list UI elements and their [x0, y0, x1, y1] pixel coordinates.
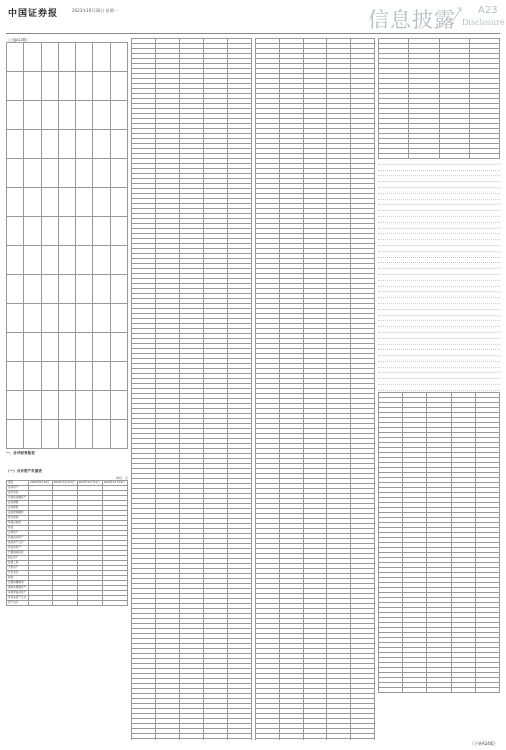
- row-label: 无形资产: [7, 565, 29, 570]
- sub-heading: （一）合并资产负债表: [6, 468, 42, 473]
- table-cell: [77, 600, 102, 605]
- table-cell: [102, 600, 127, 605]
- table-cell: [132, 739, 156, 741]
- table-header: 2020年12月31日: [102, 480, 127, 485]
- table-row: [379, 687, 500, 692]
- table-header: 2023年6月30日: [29, 480, 52, 485]
- row-label: 资产总计: [7, 600, 29, 605]
- row-label: 长期股权投资: [7, 550, 29, 555]
- table-cell: [469, 154, 499, 159]
- table-header: 项目: [7, 480, 29, 485]
- row-label: 存货: [7, 525, 29, 530]
- financial-table: [131, 38, 252, 740]
- section-title: 信息披露: [368, 8, 456, 32]
- paragraph-line: [378, 380, 500, 385]
- masthead: 中国证券报: [8, 9, 59, 19]
- header-rule: [6, 33, 500, 34]
- row-label: 应收账款: [7, 505, 29, 510]
- issuer-table: [6, 42, 128, 449]
- row-label: 长期待摊费用: [7, 580, 29, 585]
- paragraph-line: [378, 230, 500, 235]
- paragraph-line: [378, 195, 500, 200]
- row-label: 货币资金: [7, 490, 29, 495]
- paragraph-line: [378, 206, 500, 211]
- paragraph-line: [378, 276, 500, 281]
- table-cell: [303, 739, 327, 741]
- row-label: 应收款项融资: [7, 510, 29, 515]
- paragraph-line: [378, 201, 500, 206]
- paragraph-line: [378, 172, 500, 177]
- table-cell: [156, 739, 180, 741]
- column-1: [6, 38, 128, 740]
- table-cell: [475, 687, 499, 692]
- table-cell: [427, 687, 451, 692]
- column-4: [378, 38, 500, 740]
- table-row: [256, 739, 375, 741]
- balance-sheet-table: [6, 480, 128, 606]
- paragraph-line: [378, 212, 500, 217]
- table-cell: [409, 154, 439, 159]
- paragraph-line: [378, 247, 500, 252]
- paragraph: [6, 458, 128, 462]
- paragraph-line: [378, 218, 500, 223]
- paragraph-line: [378, 363, 500, 368]
- paragraph-line: [378, 264, 500, 269]
- paragraph-line: [378, 259, 500, 264]
- table-header: 2021年12月31日: [77, 480, 102, 485]
- financial-table: [378, 38, 500, 159]
- paragraph-line: [378, 224, 500, 229]
- table-cell: [451, 687, 475, 692]
- paragraph-line: [378, 357, 500, 362]
- paragraph-line: [378, 328, 500, 333]
- paragraph-line: [378, 270, 500, 275]
- paragraph-line: [378, 253, 500, 258]
- paragraph: [6, 463, 128, 467]
- row-label: 预付款项: [7, 515, 29, 520]
- table-cell: [379, 687, 403, 692]
- paragraph-line: [378, 293, 500, 298]
- paragraph-line: [378, 183, 500, 188]
- table-cell: [180, 739, 204, 741]
- paragraph-line: [378, 166, 500, 171]
- page-header: [0, 0, 506, 36]
- paragraph-line: [378, 340, 500, 345]
- body-text: [378, 160, 500, 391]
- paragraph-line: [378, 346, 500, 351]
- paragraph-line: [378, 351, 500, 356]
- row-label: 固定资产: [7, 555, 29, 560]
- continued-caption: （上接A22版）: [6, 38, 30, 42]
- table-cell: [327, 739, 351, 741]
- table-cell: [204, 739, 228, 741]
- row-label: 其他应收款: [7, 520, 29, 525]
- row-label: 合同资产: [7, 530, 29, 535]
- column-2: [131, 38, 252, 740]
- paragraph-line: [378, 235, 500, 240]
- paragraph-line: [378, 374, 500, 379]
- table-row: [7, 600, 128, 605]
- paragraph-line: [378, 160, 500, 165]
- unit-label: 单位：元: [115, 475, 128, 480]
- row-label: 商誉: [7, 575, 29, 580]
- table-header: 2022年12月31日: [52, 480, 77, 485]
- paragraph-line: [378, 189, 500, 194]
- row-label: 非流动资产合计: [7, 595, 29, 600]
- row-label: 在建工程: [7, 560, 29, 565]
- issue-date: 2023年10月30日 星期一: [72, 8, 118, 13]
- row-label: 流动资产：: [7, 485, 29, 490]
- table-cell: [403, 687, 427, 692]
- table-cell: [439, 154, 469, 159]
- paragraph-line: [378, 305, 500, 310]
- paragraph-line: [378, 282, 500, 287]
- continued-footer: （下转A24版）: [470, 741, 498, 746]
- table-cell: [351, 739, 375, 741]
- paragraph-line: [378, 317, 500, 322]
- column-3: [255, 38, 375, 740]
- paragraph-line: [378, 177, 500, 182]
- table-row: [379, 154, 500, 159]
- paragraph-line: [378, 288, 500, 293]
- financial-table: [378, 392, 500, 693]
- section-title-english: Disclosure: [462, 18, 505, 27]
- paragraph-line: [378, 369, 500, 374]
- row-label: 开发支出: [7, 570, 29, 575]
- row-label: 非流动资产：: [7, 545, 29, 550]
- row-label: 应收票据: [7, 500, 29, 505]
- row-label: 其他流动资产: [7, 535, 29, 540]
- paragraph-line: [378, 386, 500, 391]
- table-cell: [379, 154, 409, 159]
- table-cell: [279, 739, 303, 741]
- table-cell: [29, 600, 52, 605]
- row-label: 流动资产合计: [7, 540, 29, 545]
- section-heading: 一、合并财务报表: [6, 451, 35, 456]
- table-cell: [228, 739, 252, 741]
- page-number: A23: [478, 5, 498, 16]
- row-label: 交易性金融资产: [7, 495, 29, 500]
- paragraph-line: [378, 299, 500, 304]
- paragraph-line: [378, 322, 500, 327]
- paragraph-line: [378, 334, 500, 339]
- financial-table: [255, 38, 375, 740]
- table-cell: [256, 739, 280, 741]
- row-label: 其他非流动资产: [7, 590, 29, 595]
- table-row: [132, 739, 252, 741]
- paragraph-line: [378, 311, 500, 316]
- paragraph-line: [378, 241, 500, 246]
- row-label: 递延所得税资产: [7, 585, 29, 590]
- table-cell: [52, 600, 77, 605]
